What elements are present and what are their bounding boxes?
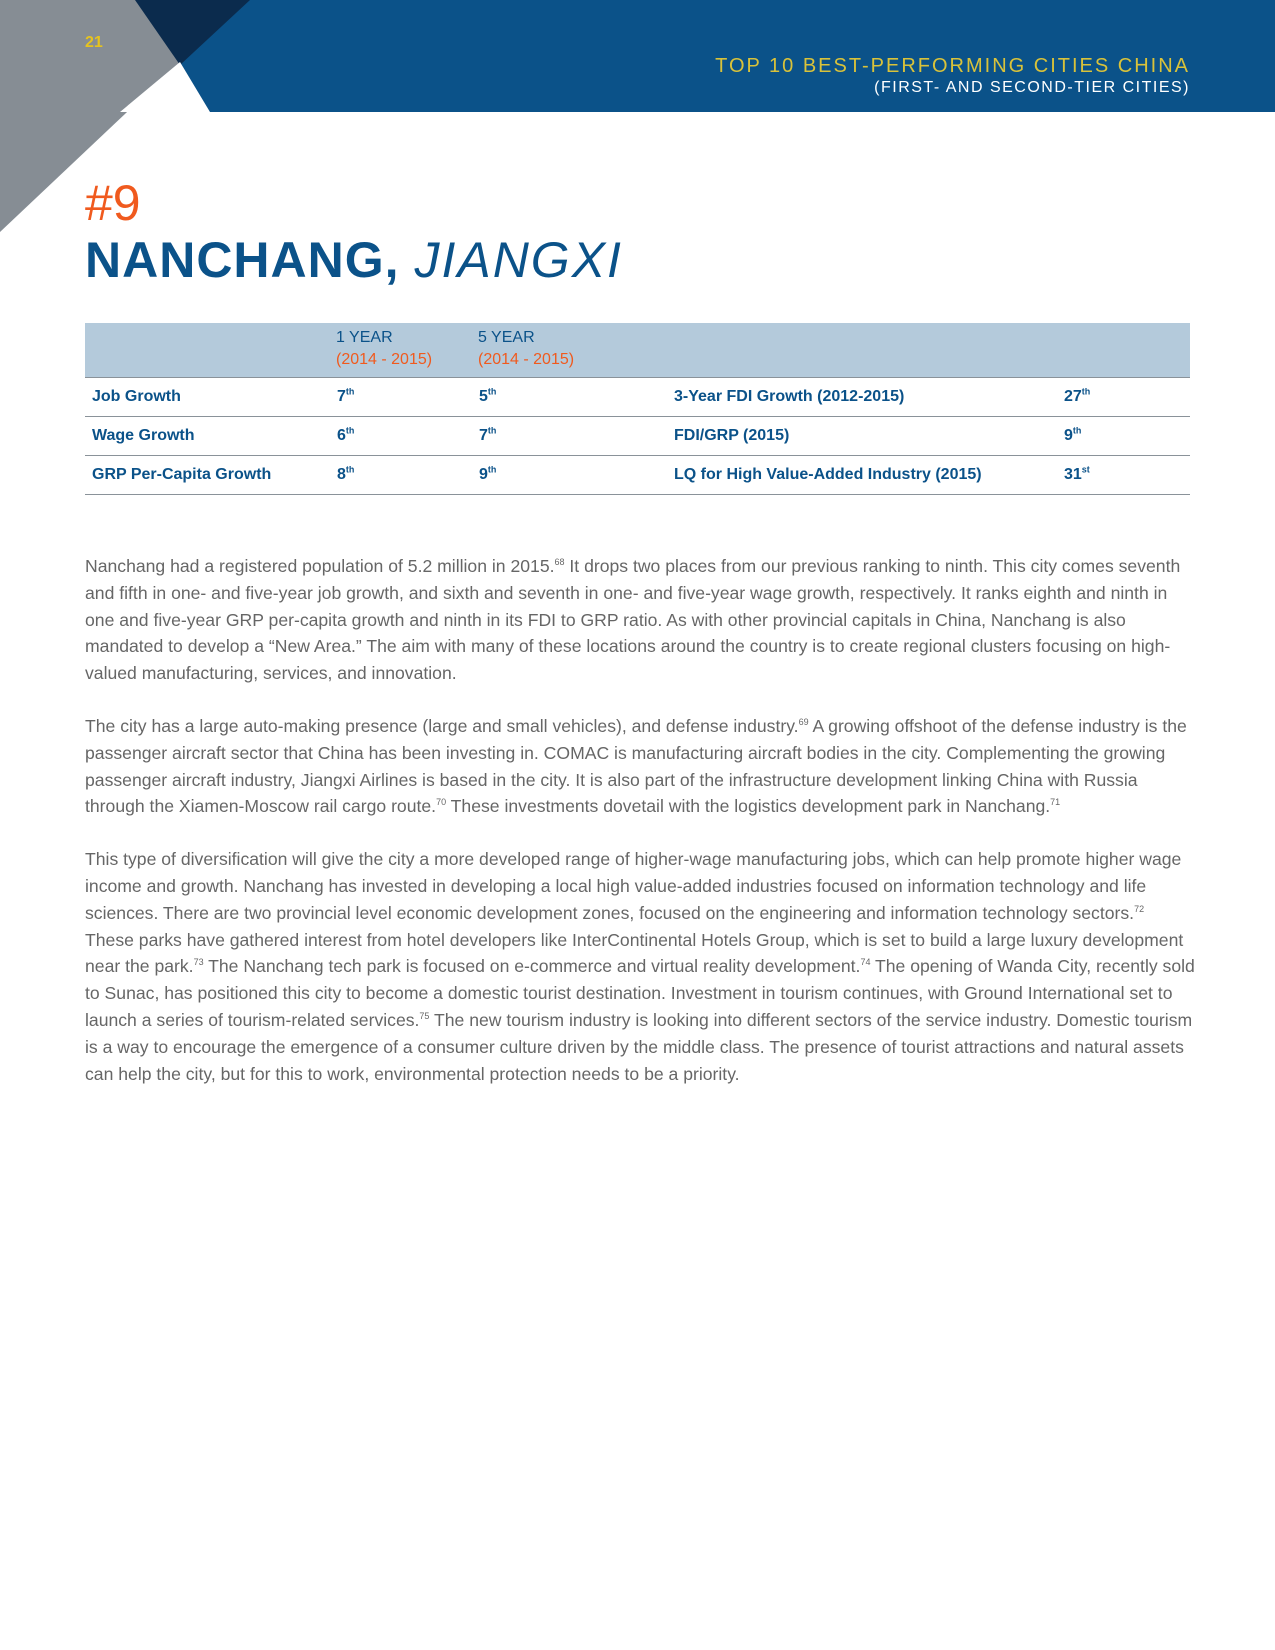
footnote-ref: 69 xyxy=(798,717,809,728)
one-year-rank: 7th xyxy=(330,378,472,417)
one-year-rank: 6th xyxy=(330,417,472,456)
metric-label: Wage Growth xyxy=(85,417,330,456)
city-rank: #9 xyxy=(85,175,141,231)
header-one-year-label: 1 YEAR xyxy=(336,329,393,346)
metric-label: GRP Per-Capita Growth xyxy=(85,456,330,495)
metric2-rank: 9th xyxy=(1057,417,1190,456)
five-year-rank: 7th xyxy=(472,417,667,456)
header-empty-cell xyxy=(1057,323,1190,378)
footnote-ref: 70 xyxy=(436,797,447,808)
header-empty-cell xyxy=(85,323,330,378)
metric2-label: FDI/GRP (2015) xyxy=(667,417,1057,456)
city-name: NANCHANG, xyxy=(85,232,400,288)
report-title-line1: TOP 10 BEST-PERFORMING CITIES CHINA xyxy=(715,55,1190,77)
five-year-rank: 9th xyxy=(472,456,667,495)
page-number: 21 xyxy=(85,34,103,51)
table-row xyxy=(85,456,1190,495)
header-empty-cell xyxy=(667,323,1057,378)
footnote-ref: 71 xyxy=(1050,797,1061,808)
metric2-rank: 27th xyxy=(1057,378,1190,417)
paragraph-1: Nanchang had a registered population of 5.2 million in 2015.68 It drops two places from our previous ranking to ninth. This city comes seventh and fifth in one- and five-year job growth, and sixth and seventh in one- and five-year wage growth, respectively. It ranks eighth and ninth in one and five-year GRP per-capita growth and ninth in its FDI to GRP ratio. As with other provincial capitals in China, Nanchang is also mandated to develop a “New Area.” The aim with many of these locations around the country is to create regional clusters focusing on high-valued manufacturing, services, and innovation. xyxy=(85,556,1181,684)
header-five-year-label: 5 YEAR xyxy=(478,329,535,346)
footnote-ref: 73 xyxy=(193,957,204,968)
city-title xyxy=(85,232,623,288)
header-one-year xyxy=(330,323,472,378)
table-row xyxy=(85,378,1190,417)
one-year-rank: 8th xyxy=(330,456,472,495)
footnote-ref: 68 xyxy=(554,557,565,568)
metric2-rank: 31st xyxy=(1057,456,1190,495)
metric2-label: LQ for High Value-Added Industry (2015) xyxy=(667,456,1057,495)
table-row xyxy=(85,417,1190,456)
footnote-ref: 74 xyxy=(860,957,871,968)
metric2-label: 3-Year FDI Growth (2012-2015) xyxy=(667,378,1057,417)
footnote-ref: 72 xyxy=(1134,903,1145,914)
report-title-line2: (FIRST- AND SECOND-TIER CITIES) xyxy=(874,79,1190,96)
paragraph-3: This type of diversification will give the city a more developed range of higher-wage manufacturing jobs, which can help promote higher wage income and growth. Nanchang has invested in developing a local high value-added industries focused on information technology and life sciences. There are two provincial level economic development zones, focused on the engineering and information technology sectors.$^{72}$ These parks have gathered interest from hotel developers like InterContinental Hotels Group, which is set to build a large luxury development near the park.$^{73}$ The Nanchang tech park is focused on e-commerce and virtual reality development.$^{74}$ The opening of Wanda City, recently sold to Sunac, has positioned this city to become a domestic tourist destination. Investment in tourism continues, with Ground International set to launch a series of tourism-related services.$^{75}$ The new tourism industry is looking into different sectors of the service industry. Domestic tourism is a way to encourage the emergence of a consumer culture driven by the middle class. The presence of tourist attractions and natural assets can help the city, but for this to work, environmental protection needs to be a priority. xyxy=(85,849,1195,1084)
table-header-row xyxy=(85,323,1190,378)
body-text xyxy=(85,553,1195,1113)
province-name: JIANGXI xyxy=(414,232,623,288)
paragraph-2: The city has a large auto-making presence (large and small vehicles), and defense industry.$^{69}$ A growing offshoot of the defense industry is the passenger aircraft sector that China has been investing in. COMAC is manufacturing aircraft bodies in the city. Complementing the growing passenger aircraft industry, Jiangxi Airlines is based in the city. It is also part of the infrastructure development linking China with Russia through the Xiamen-Moscow rail cargo route.$^{70}$ These investments dovetail with the logistics development park in Nanchang.$^{71}$ xyxy=(85,715,1187,817)
metrics-table xyxy=(85,323,1190,495)
header-one-year-range: (2014 - 2015) xyxy=(336,351,433,368)
metric-label: Job Growth xyxy=(85,378,330,417)
footnote-ref: 75 xyxy=(419,1011,430,1022)
header-five-year-range: (2014 - 2015) xyxy=(478,351,575,368)
report-title xyxy=(715,54,1190,98)
header-five-year xyxy=(472,323,667,378)
five-year-rank: 5th xyxy=(472,378,667,417)
